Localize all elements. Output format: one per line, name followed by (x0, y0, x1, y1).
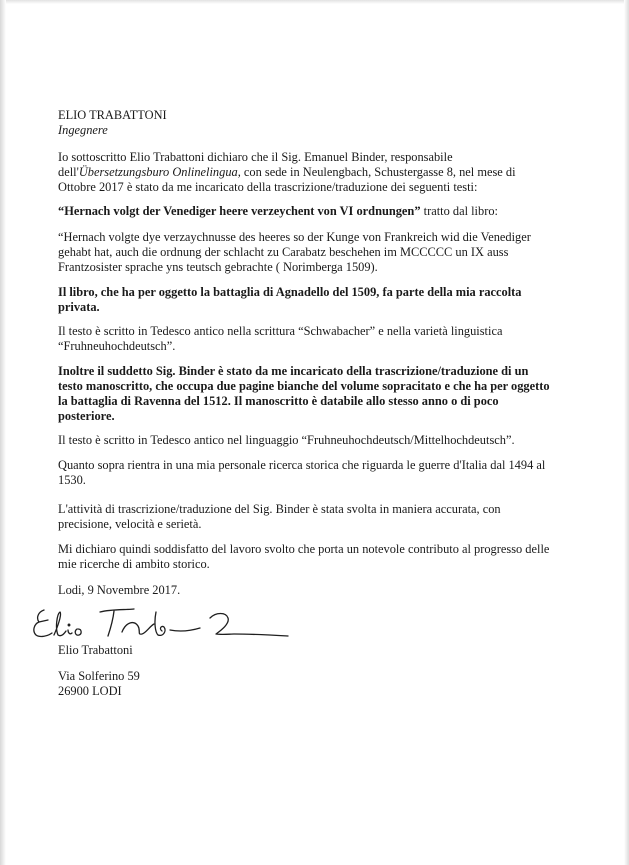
signatory-name: Elio Trabattoni (58, 643, 133, 657)
text1-line-2: “Fruhneuhochdeutsch”. (58, 339, 176, 353)
book-title-line: “Hernach volgt der Venediger heere verzeychent von VI ordnungen” tratto dal libro: (58, 204, 498, 218)
scan-left-edge (0, 0, 6, 865)
manuscript-line-3: la battaglia di Ravenna del 1512. Il manoscritto è databile allo stesso anno o di poco (58, 394, 499, 408)
signature-stroke-t-stem (108, 611, 114, 636)
signature-stroke-e (34, 610, 52, 636)
signature-stroke-i-dot (68, 624, 70, 626)
signature-stroke-e-bar (39, 620, 48, 622)
signature-stroke-connector (170, 628, 200, 631)
quote-line-3: Frantzosister sprache yns teutsch gebrachte ( Norimberga 1509). (58, 260, 378, 274)
signature-stroke-t-bar (100, 609, 134, 612)
manuscript-line-1: Inoltre il suddetto Sig. Binder è stato da me incaricato della trascrizione/traduzione di un (58, 364, 529, 378)
activity-line-1: L'attività di trascrizione/traduzione del Sig. Binder è stata svolta in maniera accurata, con (58, 502, 501, 516)
scan-top-edge (0, 0, 629, 4)
text2-line-1: Il testo è scritto in Tedesco antico nel linguaggio “Fruhneuhochdeutsch/Mittelhochdeutsch”. (58, 433, 515, 447)
research-line-2: 1530. (58, 473, 86, 487)
satisfied-line-1: Mi dichiaro quindi soddisfatto del lavoro svolto che porta un notevole contributo al progresso delle (58, 542, 550, 556)
research-line-1: Quanto sopra rientra in una mia personale ricerca storica che riguarda le guerre d'Italia dal 1494 al (58, 458, 546, 472)
intro-line-1: Io sottoscritto Elio Trabattoni dichiaro che il Sig. Emanuel Binder, responsabile (58, 150, 453, 164)
book-para-line-2: privata. (58, 300, 100, 314)
signature-stroke-tail (210, 614, 288, 637)
scan-right-edge (624, 0, 629, 865)
satisfied-line-2: mie ricerche di ambito storico. (58, 557, 210, 571)
intro-line-3: Ottobre 2017 è stato da me incaricato della trascrizione/traduzione dei seguenti testi: (58, 180, 478, 194)
signature-stroke-i (68, 630, 72, 634)
signature-stroke-l (54, 612, 66, 636)
intro-line-2: dell'Übersetzungsburo Onlinelingua, con sede in Neulengbach, Schustergasse 8, nel mese di (58, 165, 516, 179)
signature-stroke-o (75, 629, 81, 635)
signature-stroke-b (155, 612, 165, 635)
activity-line-2: precisione, velocità e serietà. (58, 517, 202, 531)
quote-line-1: “Hernach volgte dye verzaychnusse des heeres so der Kunge von Frankreich wid die Venediger (58, 230, 531, 244)
manuscript-line-2: testo manoscritto, che occupa due pagine bianche del volume sopracitato e che ha per oggetto (58, 379, 550, 393)
letterhead-title: Ingegnere (58, 123, 108, 137)
manuscript-line-4: posteriore. (58, 409, 115, 423)
quote-line-2: gehabt hat, auch die ordnung der schlacht zu Carabatz beschehen im MCCCCC un IX auss (58, 245, 509, 259)
signature-stroke-r (122, 623, 154, 635)
book-para-line-1: Il libro, che ha per oggetto la battaglia di Agnadello del 1509, fa parte della mia raccolta (58, 285, 522, 299)
address-city: 26900 LODI (58, 684, 122, 698)
handwritten-signature (30, 604, 292, 644)
address-street: Via Solferino 59 (58, 669, 140, 683)
letterhead-name: ELIO TRABATTONI (58, 108, 167, 122)
place-date: Lodi, 9 Novembre 2017. (58, 583, 181, 597)
text1-line-1: Il testo è scritto in Tedesco antico nella scrittura “Schwabacher” e nella varietà linguistica (58, 324, 503, 338)
